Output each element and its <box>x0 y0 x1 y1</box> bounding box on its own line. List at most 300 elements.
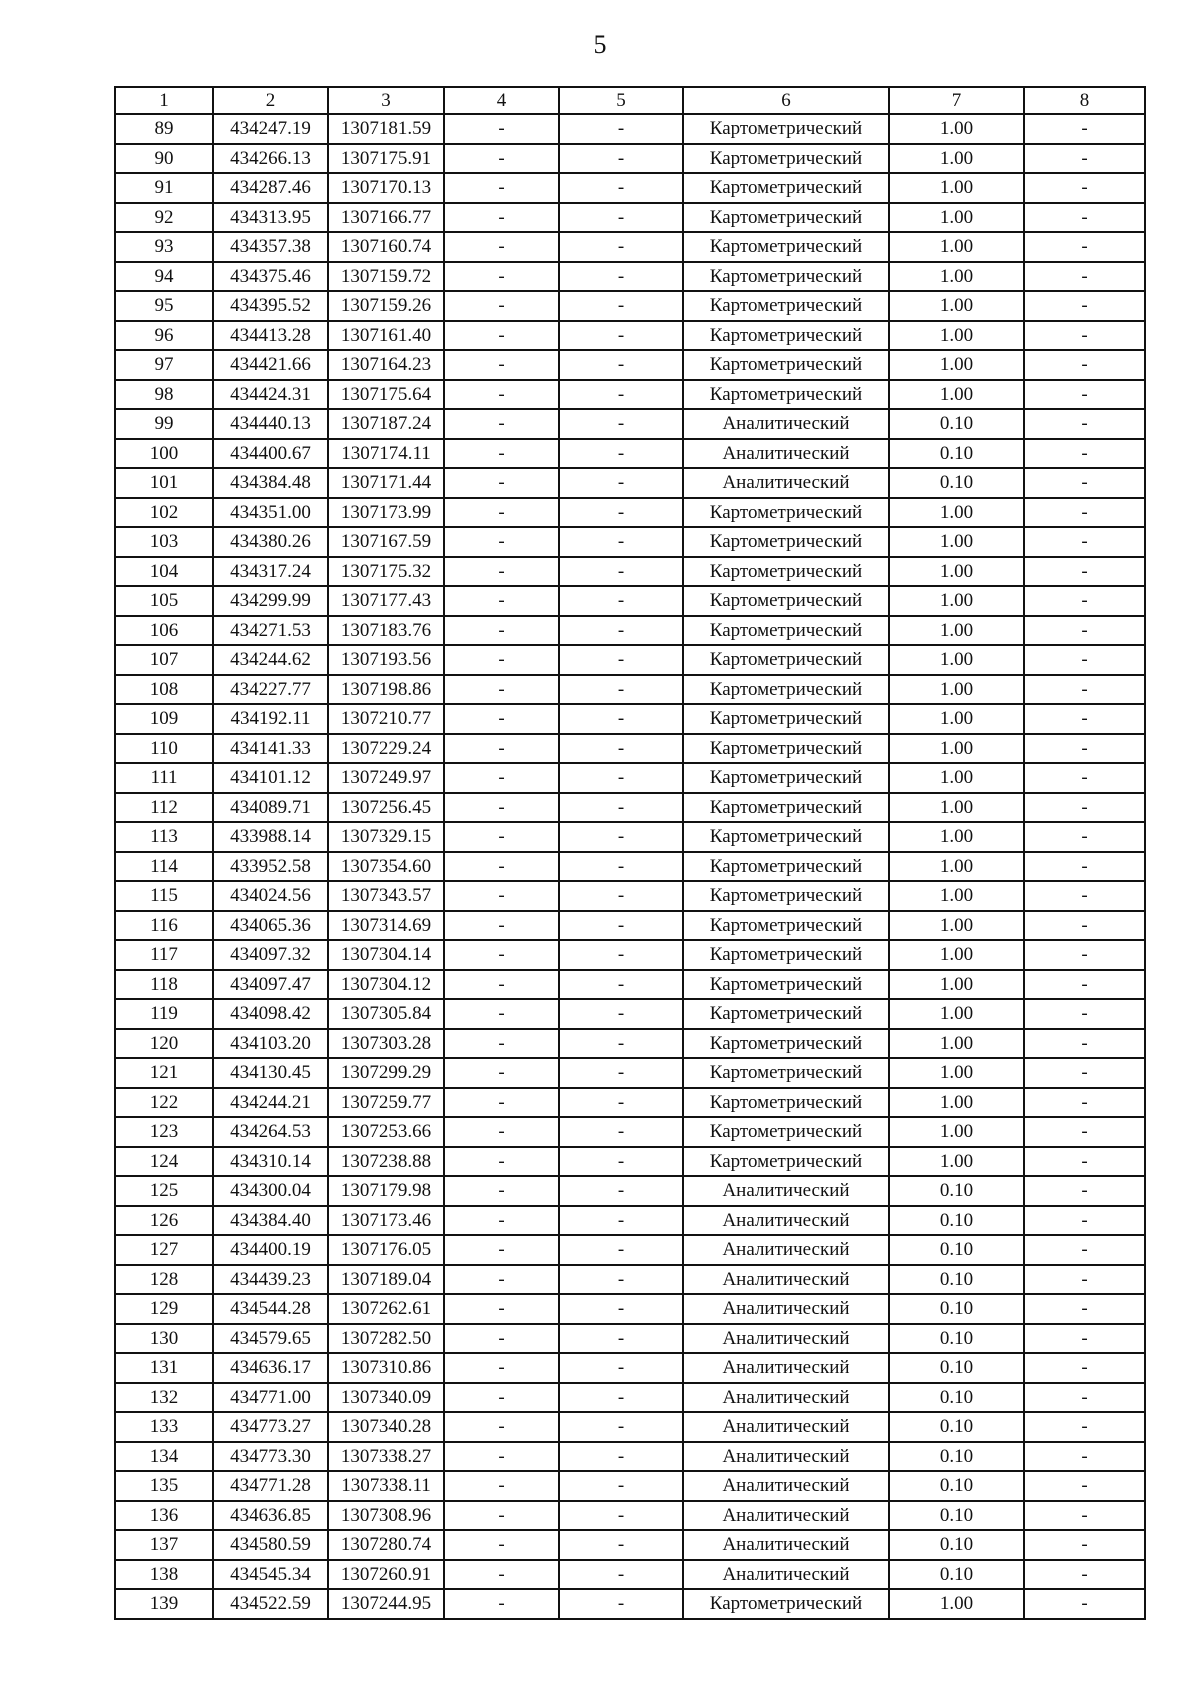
point-number-cell: 96 <box>115 321 213 351</box>
method-cell: Картометрический <box>683 173 889 203</box>
column-5-cell: - <box>559 970 683 1000</box>
point-number-cell: 114 <box>115 852 213 882</box>
y-coordinate-cell: 1307174.11 <box>328 439 444 469</box>
column-5-cell: - <box>559 616 683 646</box>
point-number-cell: 128 <box>115 1265 213 1295</box>
column-4-cell: - <box>444 262 559 292</box>
column-5-cell: - <box>559 1117 683 1147</box>
x-coordinate-cell: 434130.45 <box>213 1058 328 1088</box>
table-row <box>115 704 1145 734</box>
column-5-cell: - <box>559 1471 683 1501</box>
accuracy-cell: 0.10 <box>889 468 1024 498</box>
point-number-cell: 90 <box>115 144 213 174</box>
accuracy-cell: 1.00 <box>889 380 1024 410</box>
point-number-cell: 106 <box>115 616 213 646</box>
method-cell: Аналитический <box>683 1412 889 1442</box>
point-number-cell: 93 <box>115 232 213 262</box>
method-cell: Аналитический <box>683 1353 889 1383</box>
point-number-cell: 109 <box>115 704 213 734</box>
x-coordinate-cell: 434439.23 <box>213 1265 328 1295</box>
column-header: 7 <box>889 87 1024 114</box>
column-5-cell: - <box>559 734 683 764</box>
table-row <box>115 1560 1145 1590</box>
table-row <box>115 1412 1145 1442</box>
point-number-cell: 105 <box>115 586 213 616</box>
column-4-cell: - <box>444 763 559 793</box>
x-coordinate-cell: 434300.04 <box>213 1176 328 1206</box>
method-cell: Картометрический <box>683 114 889 144</box>
x-coordinate-cell: 433952.58 <box>213 852 328 882</box>
method-cell: Картометрический <box>683 911 889 941</box>
point-number-cell: 126 <box>115 1206 213 1236</box>
header-row <box>115 87 1145 114</box>
table-row <box>115 586 1145 616</box>
y-coordinate-cell: 1307244.95 <box>328 1589 444 1619</box>
table-row <box>115 1206 1145 1236</box>
y-coordinate-cell: 1307338.27 <box>328 1442 444 1472</box>
x-coordinate-cell: 434264.53 <box>213 1117 328 1147</box>
column-header: 5 <box>559 87 683 114</box>
table-row <box>115 321 1145 351</box>
column-8-cell: - <box>1024 970 1145 1000</box>
column-4-cell: - <box>444 970 559 1000</box>
column-4-cell: - <box>444 527 559 557</box>
y-coordinate-cell: 1307305.84 <box>328 999 444 1029</box>
y-coordinate-cell: 1307262.61 <box>328 1294 444 1324</box>
accuracy-cell: 1.00 <box>889 793 1024 823</box>
column-8-cell: - <box>1024 822 1145 852</box>
x-coordinate-cell: 434065.36 <box>213 911 328 941</box>
column-8-cell: - <box>1024 1560 1145 1590</box>
method-cell: Картометрический <box>683 734 889 764</box>
x-coordinate-cell: 434413.28 <box>213 321 328 351</box>
point-number-cell: 116 <box>115 911 213 941</box>
column-5-cell: - <box>559 586 683 616</box>
column-5-cell: - <box>559 1560 683 1590</box>
column-4-cell: - <box>444 498 559 528</box>
column-5-cell: - <box>559 144 683 174</box>
column-4-cell: - <box>444 616 559 646</box>
y-coordinate-cell: 1307229.24 <box>328 734 444 764</box>
table-row <box>115 1471 1145 1501</box>
table-row <box>115 1117 1145 1147</box>
y-coordinate-cell: 1307314.69 <box>328 911 444 941</box>
column-5-cell: - <box>559 203 683 233</box>
column-5-cell: - <box>559 468 683 498</box>
y-coordinate-cell: 1307198.86 <box>328 675 444 705</box>
table-row <box>115 1265 1145 1295</box>
point-number-cell: 124 <box>115 1147 213 1177</box>
table-row <box>115 1058 1145 1088</box>
point-number-cell: 130 <box>115 1324 213 1354</box>
column-5-cell: - <box>559 940 683 970</box>
table-row <box>115 1501 1145 1531</box>
x-coordinate-cell: 434545.34 <box>213 1560 328 1590</box>
y-coordinate-cell: 1307161.40 <box>328 321 444 351</box>
x-coordinate-cell: 434244.21 <box>213 1088 328 1118</box>
column-5-cell: - <box>559 822 683 852</box>
column-5-cell: - <box>559 1058 683 1088</box>
y-coordinate-cell: 1307160.74 <box>328 232 444 262</box>
column-5-cell: - <box>559 793 683 823</box>
column-5-cell: - <box>559 645 683 675</box>
point-number-cell: 120 <box>115 1029 213 1059</box>
y-coordinate-cell: 1307280.74 <box>328 1530 444 1560</box>
method-cell: Аналитический <box>683 1530 889 1560</box>
method-cell: Картометрический <box>683 1029 889 1059</box>
point-number-cell: 94 <box>115 262 213 292</box>
table-row <box>115 1088 1145 1118</box>
point-number-cell: 95 <box>115 291 213 321</box>
y-coordinate-cell: 1307167.59 <box>328 527 444 557</box>
y-coordinate-cell: 1307170.13 <box>328 173 444 203</box>
table-row <box>115 852 1145 882</box>
x-coordinate-cell: 434271.53 <box>213 616 328 646</box>
column-4-cell: - <box>444 1501 559 1531</box>
accuracy-cell: 0.10 <box>889 1265 1024 1295</box>
column-4-cell: - <box>444 1235 559 1265</box>
point-number-cell: 115 <box>115 881 213 911</box>
x-coordinate-cell: 434244.62 <box>213 645 328 675</box>
method-cell: Картометрический <box>683 1117 889 1147</box>
point-number-cell: 135 <box>115 1471 213 1501</box>
table-row <box>115 999 1145 1029</box>
x-coordinate-cell: 434310.14 <box>213 1147 328 1177</box>
column-4-cell: - <box>444 586 559 616</box>
x-coordinate-cell: 434440.13 <box>213 409 328 439</box>
column-8-cell: - <box>1024 1029 1145 1059</box>
method-cell: Картометрический <box>683 144 889 174</box>
column-8-cell: - <box>1024 173 1145 203</box>
table-row <box>115 1147 1145 1177</box>
column-4-cell: - <box>444 350 559 380</box>
point-number-cell: 129 <box>115 1294 213 1324</box>
accuracy-cell: 1.00 <box>889 999 1024 1029</box>
table-row <box>115 114 1145 144</box>
x-coordinate-cell: 433988.14 <box>213 822 328 852</box>
column-8-cell: - <box>1024 911 1145 941</box>
column-8-cell: - <box>1024 114 1145 144</box>
y-coordinate-cell: 1307183.76 <box>328 616 444 646</box>
y-coordinate-cell: 1307249.97 <box>328 763 444 793</box>
y-coordinate-cell: 1307343.57 <box>328 881 444 911</box>
column-8-cell: - <box>1024 793 1145 823</box>
column-8-cell: - <box>1024 1176 1145 1206</box>
column-8-cell: - <box>1024 704 1145 734</box>
method-cell: Картометрический <box>683 675 889 705</box>
accuracy-cell: 1.00 <box>889 203 1024 233</box>
column-8-cell: - <box>1024 1383 1145 1413</box>
accuracy-cell: 1.00 <box>889 1029 1024 1059</box>
method-cell: Картометрический <box>683 262 889 292</box>
accuracy-cell: 1.00 <box>889 144 1024 174</box>
point-number-cell: 133 <box>115 1412 213 1442</box>
y-coordinate-cell: 1307299.29 <box>328 1058 444 1088</box>
column-5-cell: - <box>559 1589 683 1619</box>
column-header: 4 <box>444 87 559 114</box>
table-row <box>115 881 1145 911</box>
x-coordinate-cell: 434424.31 <box>213 380 328 410</box>
point-number-cell: 104 <box>115 557 213 587</box>
table-row <box>115 498 1145 528</box>
table-row <box>115 734 1145 764</box>
x-coordinate-cell: 434098.42 <box>213 999 328 1029</box>
point-number-cell: 91 <box>115 173 213 203</box>
column-8-cell: - <box>1024 1589 1145 1619</box>
column-5-cell: - <box>559 1383 683 1413</box>
column-4-cell: - <box>444 1383 559 1413</box>
point-number-cell: 137 <box>115 1530 213 1560</box>
column-8-cell: - <box>1024 1412 1145 1442</box>
y-coordinate-cell: 1307159.72 <box>328 262 444 292</box>
point-number-cell: 113 <box>115 822 213 852</box>
method-cell: Аналитический <box>683 1501 889 1531</box>
column-5-cell: - <box>559 1530 683 1560</box>
x-coordinate-cell: 434421.66 <box>213 350 328 380</box>
y-coordinate-cell: 1307176.05 <box>328 1235 444 1265</box>
column-4-cell: - <box>444 734 559 764</box>
column-5-cell: - <box>559 881 683 911</box>
point-number-cell: 123 <box>115 1117 213 1147</box>
column-8-cell: - <box>1024 734 1145 764</box>
column-8-cell: - <box>1024 203 1145 233</box>
point-number-cell: 122 <box>115 1088 213 1118</box>
column-8-cell: - <box>1024 468 1145 498</box>
accuracy-cell: 1.00 <box>889 498 1024 528</box>
y-coordinate-cell: 1307193.56 <box>328 645 444 675</box>
column-5-cell: - <box>559 1501 683 1531</box>
y-coordinate-cell: 1307177.43 <box>328 586 444 616</box>
x-coordinate-cell: 434579.65 <box>213 1324 328 1354</box>
x-coordinate-cell: 434351.00 <box>213 498 328 528</box>
column-5-cell: - <box>559 291 683 321</box>
method-cell: Картометрический <box>683 704 889 734</box>
point-number-cell: 138 <box>115 1560 213 1590</box>
y-coordinate-cell: 1307175.91 <box>328 144 444 174</box>
column-8-cell: - <box>1024 557 1145 587</box>
column-4-cell: - <box>444 409 559 439</box>
column-5-cell: - <box>559 527 683 557</box>
column-8-cell: - <box>1024 1501 1145 1531</box>
column-4-cell: - <box>444 173 559 203</box>
accuracy-cell: 0.10 <box>889 1383 1024 1413</box>
column-5-cell: - <box>559 999 683 1029</box>
column-5-cell: - <box>559 852 683 882</box>
point-number-cell: 134 <box>115 1442 213 1472</box>
y-coordinate-cell: 1307164.23 <box>328 350 444 380</box>
point-number-cell: 111 <box>115 763 213 793</box>
accuracy-cell: 1.00 <box>889 822 1024 852</box>
accuracy-cell: 1.00 <box>889 881 1024 911</box>
column-8-cell: - <box>1024 1324 1145 1354</box>
table-row <box>115 793 1145 823</box>
column-4-cell: - <box>444 557 559 587</box>
point-number-cell: 132 <box>115 1383 213 1413</box>
column-8-cell: - <box>1024 1530 1145 1560</box>
column-5-cell: - <box>559 114 683 144</box>
accuracy-cell: 1.00 <box>889 291 1024 321</box>
column-4-cell: - <box>444 940 559 970</box>
column-4-cell: - <box>444 1117 559 1147</box>
point-number-cell: 107 <box>115 645 213 675</box>
column-4-cell: - <box>444 380 559 410</box>
method-cell: Картометрический <box>683 498 889 528</box>
point-number-cell: 131 <box>115 1353 213 1383</box>
column-4-cell: - <box>444 439 559 469</box>
column-5-cell: - <box>559 1206 683 1236</box>
y-coordinate-cell: 1307329.15 <box>328 822 444 852</box>
method-cell: Аналитический <box>683 1176 889 1206</box>
accuracy-cell: 1.00 <box>889 173 1024 203</box>
method-cell: Картометрический <box>683 852 889 882</box>
y-coordinate-cell: 1307166.77 <box>328 203 444 233</box>
table-row <box>115 1589 1145 1619</box>
accuracy-cell: 1.00 <box>889 1147 1024 1177</box>
table-row <box>115 232 1145 262</box>
method-cell: Картометрический <box>683 527 889 557</box>
column-8-cell: - <box>1024 645 1145 675</box>
table-row <box>115 1383 1145 1413</box>
accuracy-cell: 1.00 <box>889 940 1024 970</box>
method-cell: Картометрический <box>683 1147 889 1177</box>
method-cell: Картометрический <box>683 1088 889 1118</box>
method-cell: Аналитический <box>683 1206 889 1236</box>
column-8-cell: - <box>1024 852 1145 882</box>
column-4-cell: - <box>444 232 559 262</box>
column-4-cell: - <box>444 645 559 675</box>
method-cell: Картометрический <box>683 380 889 410</box>
column-8-cell: - <box>1024 1206 1145 1236</box>
y-coordinate-cell: 1307187.24 <box>328 409 444 439</box>
y-coordinate-cell: 1307253.66 <box>328 1117 444 1147</box>
x-coordinate-cell: 434773.27 <box>213 1412 328 1442</box>
table-row <box>115 144 1145 174</box>
column-4-cell: - <box>444 1442 559 1472</box>
column-8-cell: - <box>1024 675 1145 705</box>
column-4-cell: - <box>444 852 559 882</box>
accuracy-cell: 1.00 <box>889 1117 1024 1147</box>
accuracy-cell: 0.10 <box>889 409 1024 439</box>
y-coordinate-cell: 1307354.60 <box>328 852 444 882</box>
point-number-cell: 101 <box>115 468 213 498</box>
column-4-cell: - <box>444 1471 559 1501</box>
point-number-cell: 112 <box>115 793 213 823</box>
accuracy-cell: 0.10 <box>889 439 1024 469</box>
point-number-cell: 108 <box>115 675 213 705</box>
table-row <box>115 645 1145 675</box>
column-header: 6 <box>683 87 889 114</box>
accuracy-cell: 1.00 <box>889 704 1024 734</box>
column-4-cell: - <box>444 1353 559 1383</box>
table-row <box>115 616 1145 646</box>
column-4-cell: - <box>444 321 559 351</box>
point-number-cell: 139 <box>115 1589 213 1619</box>
x-coordinate-cell: 434287.46 <box>213 173 328 203</box>
y-coordinate-cell: 1307171.44 <box>328 468 444 498</box>
column-4-cell: - <box>444 675 559 705</box>
table-row <box>115 468 1145 498</box>
x-coordinate-cell: 434097.32 <box>213 940 328 970</box>
column-8-cell: - <box>1024 1442 1145 1472</box>
y-coordinate-cell: 1307175.64 <box>328 380 444 410</box>
point-number-cell: 89 <box>115 114 213 144</box>
point-number-cell: 102 <box>115 498 213 528</box>
column-8-cell: - <box>1024 439 1145 469</box>
point-number-cell: 119 <box>115 999 213 1029</box>
table-row <box>115 1029 1145 1059</box>
column-4-cell: - <box>444 203 559 233</box>
column-8-cell: - <box>1024 1147 1145 1177</box>
table-row <box>115 940 1145 970</box>
accuracy-cell: 1.00 <box>889 321 1024 351</box>
y-coordinate-cell: 1307303.28 <box>328 1029 444 1059</box>
column-4-cell: - <box>444 1058 559 1088</box>
method-cell: Картометрический <box>683 232 889 262</box>
column-header: 2 <box>213 87 328 114</box>
y-coordinate-cell: 1307260.91 <box>328 1560 444 1590</box>
table-body <box>115 114 1145 1619</box>
column-4-cell: - <box>444 1324 559 1354</box>
method-cell: Картометрический <box>683 291 889 321</box>
table-row <box>115 1530 1145 1560</box>
method-cell: Картометрический <box>683 881 889 911</box>
x-coordinate-cell: 434024.56 <box>213 881 328 911</box>
column-4-cell: - <box>444 1412 559 1442</box>
x-coordinate-cell: 434773.30 <box>213 1442 328 1472</box>
table-row <box>115 439 1145 469</box>
method-cell: Аналитический <box>683 1442 889 1472</box>
y-coordinate-cell: 1307282.50 <box>328 1324 444 1354</box>
point-number-cell: 136 <box>115 1501 213 1531</box>
column-5-cell: - <box>559 439 683 469</box>
x-coordinate-cell: 434400.67 <box>213 439 328 469</box>
y-coordinate-cell: 1307189.04 <box>328 1265 444 1295</box>
y-coordinate-cell: 1307304.14 <box>328 940 444 970</box>
page-number: 5 <box>593 30 607 59</box>
column-8-cell: - <box>1024 616 1145 646</box>
accuracy-cell: 1.00 <box>889 232 1024 262</box>
column-5-cell: - <box>559 1265 683 1295</box>
column-8-cell: - <box>1024 1235 1145 1265</box>
column-8-cell: - <box>1024 940 1145 970</box>
column-8-cell: - <box>1024 498 1145 528</box>
column-8-cell: - <box>1024 144 1145 174</box>
column-5-cell: - <box>559 1029 683 1059</box>
table-row <box>115 350 1145 380</box>
point-number-cell: 121 <box>115 1058 213 1088</box>
y-coordinate-cell: 1307159.26 <box>328 291 444 321</box>
column-4-cell: - <box>444 1530 559 1560</box>
accuracy-cell: 1.00 <box>889 262 1024 292</box>
column-4-cell: - <box>444 793 559 823</box>
table-row <box>115 557 1145 587</box>
method-cell: Картометрический <box>683 940 889 970</box>
accuracy-cell: 1.00 <box>889 734 1024 764</box>
x-coordinate-cell: 434580.59 <box>213 1530 328 1560</box>
method-cell: Аналитический <box>683 1265 889 1295</box>
column-5-cell: - <box>559 1147 683 1177</box>
method-cell: Аналитический <box>683 409 889 439</box>
column-5-cell: - <box>559 1176 683 1206</box>
column-8-cell: - <box>1024 1117 1145 1147</box>
accuracy-cell: 1.00 <box>889 675 1024 705</box>
column-5-cell: - <box>559 704 683 734</box>
accuracy-cell: 1.00 <box>889 1058 1024 1088</box>
method-cell: Картометрический <box>683 1589 889 1619</box>
accuracy-cell: 0.10 <box>889 1324 1024 1354</box>
column-4-cell: - <box>444 1176 559 1206</box>
accuracy-cell: 0.10 <box>889 1560 1024 1590</box>
